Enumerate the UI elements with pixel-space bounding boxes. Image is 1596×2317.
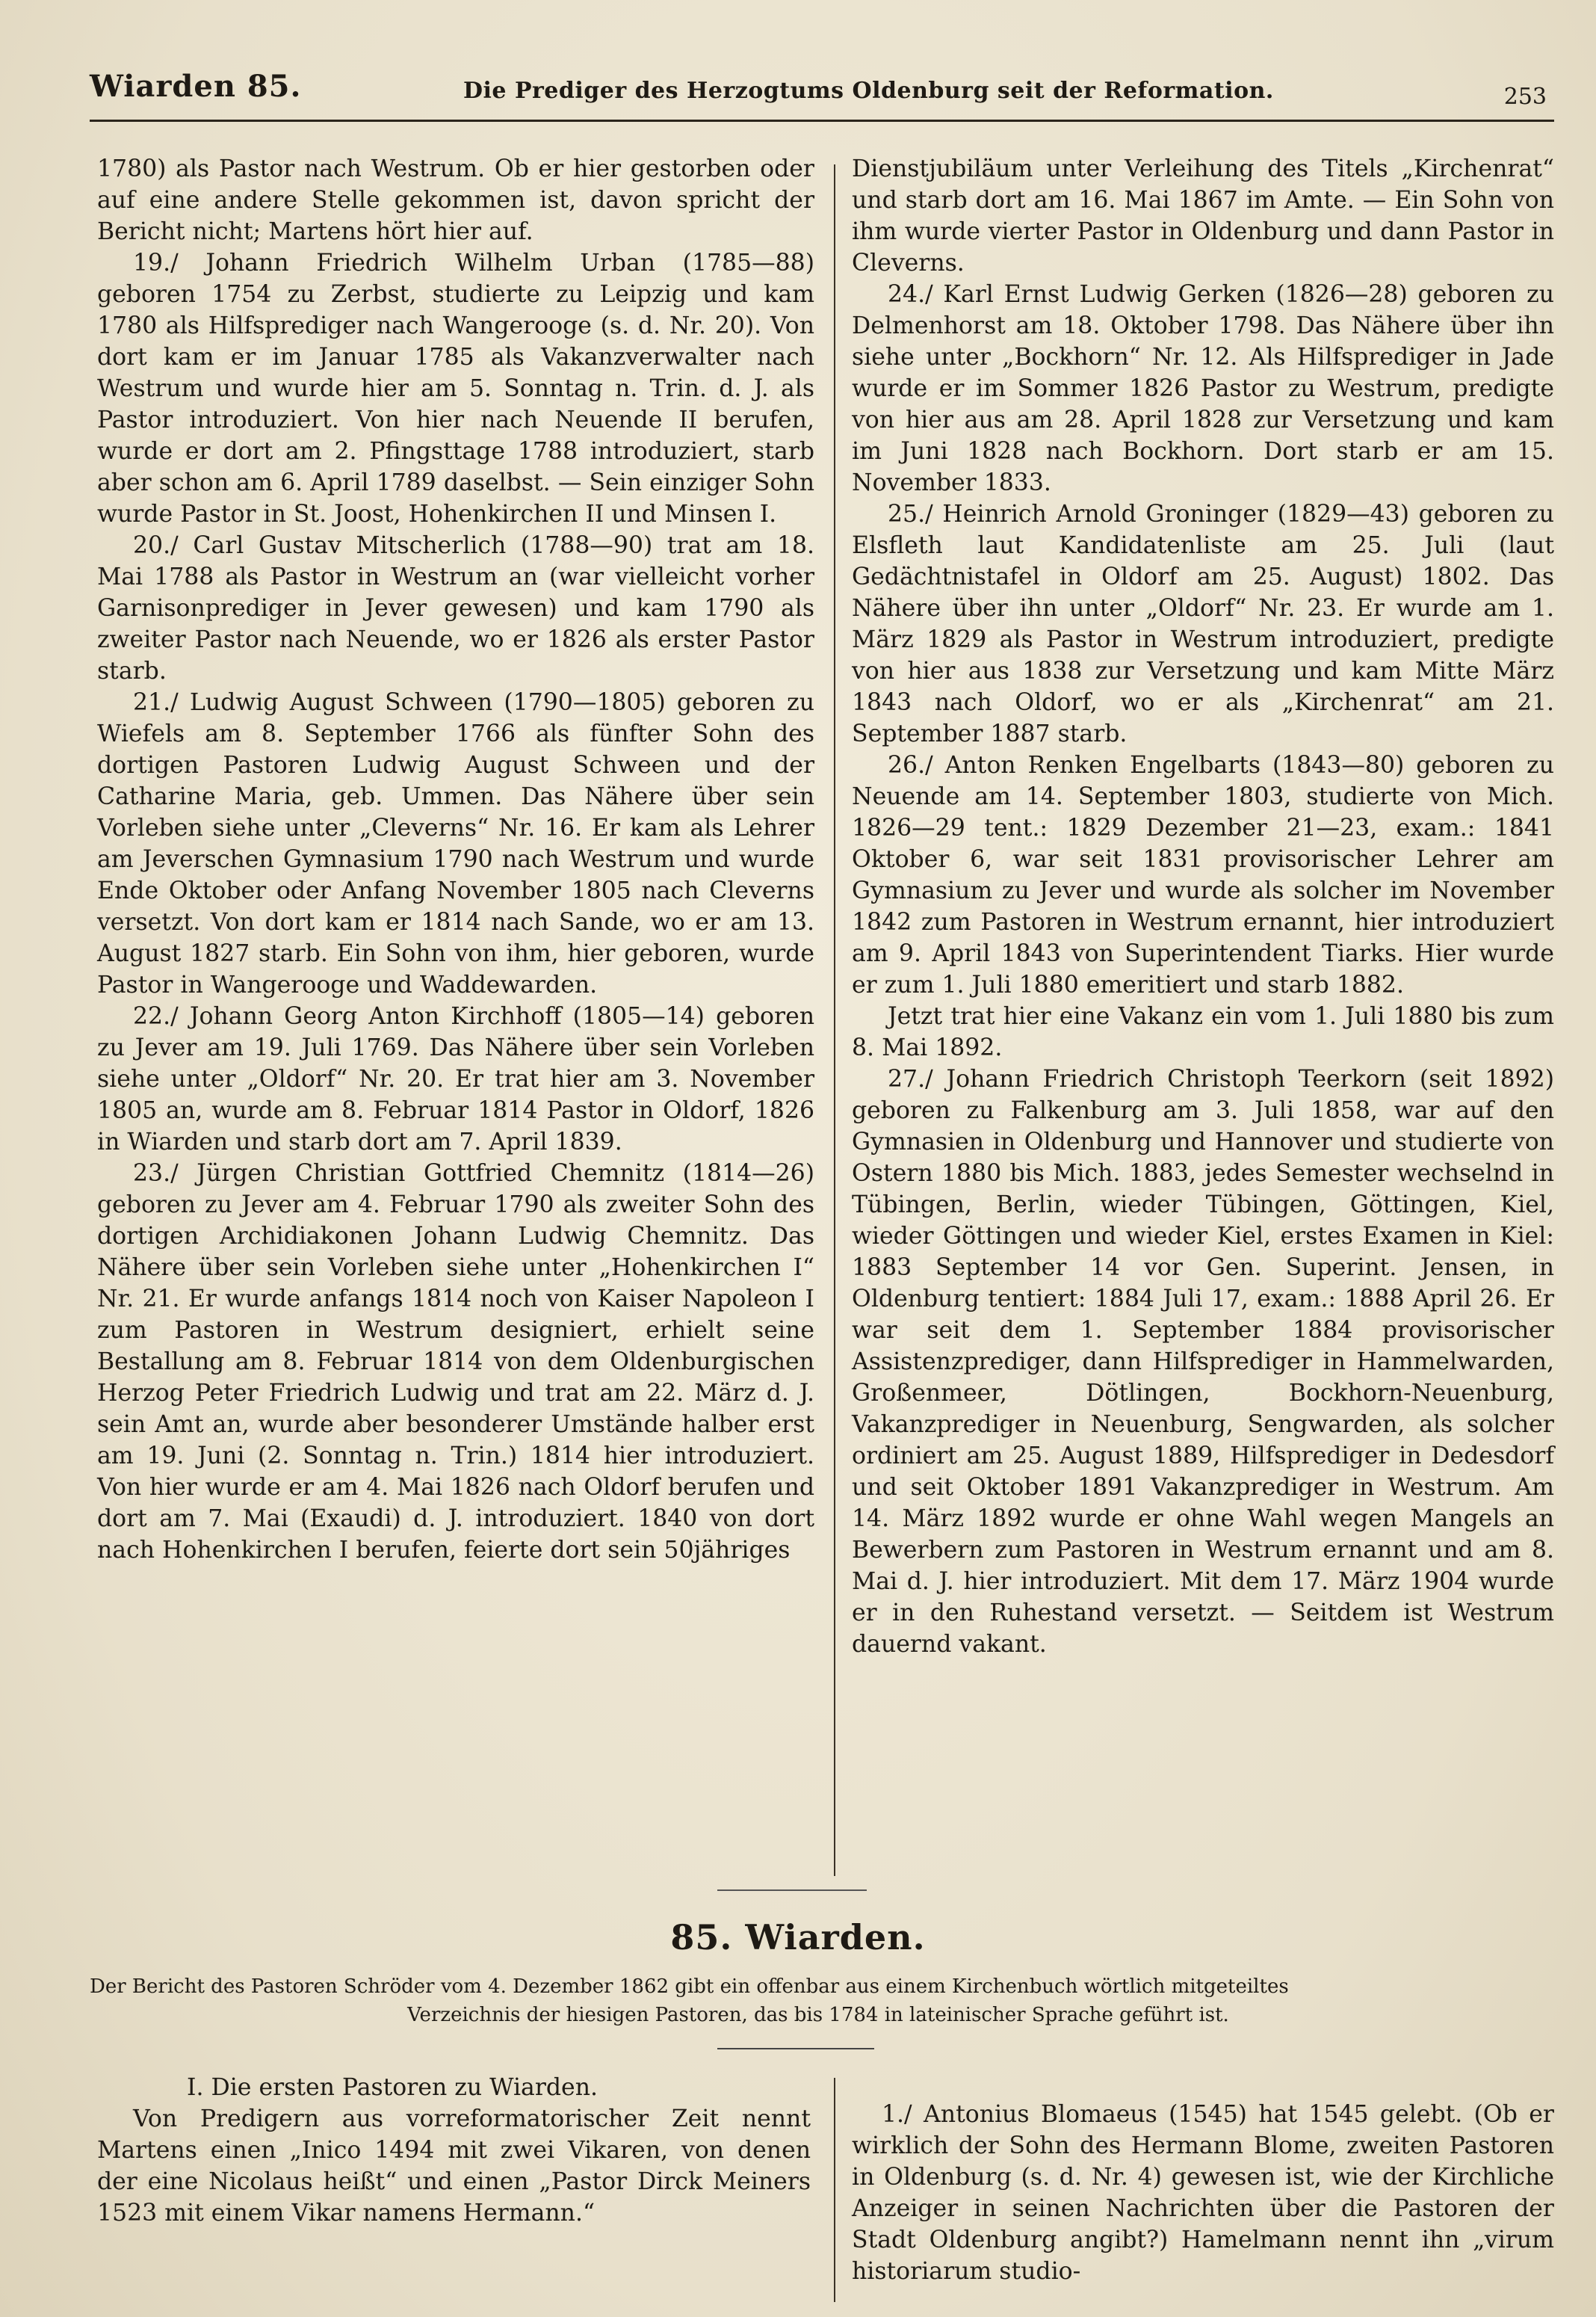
header-rule [90,120,1554,122]
paragraph: 21./ Ludwig August Schween (1790—1805) geboren zu Wiefels am 8. September 1766 als fünfter Sohn des dortigen Pastoren Ludwig August Schween und der Catharine Maria, geb. Ummen. Das Nähere über sein Vorleben siehe unter „Cleverns“ Nr. 16. Er kam als Lehrer am Jeverschen Gymnasium 1790 nach Westrum und wurde Ende Oktober oder Anfang November 1805 nach Cleverns versetzt. Von dort kam er 1814 nach Sande, wo er am 13. August 1827 starb. Ein Sohn von ihm, hier geboren, wurde Pastor in Wangerooge und Waddewarden. [97,689,814,999]
section-intro-line-1: Der Bericht des Pastoren Schröder vom 4. Dezember 1862 gibt ein offenbar aus einem Kirchenbuch wörtlich mitgeteiltes [90,1975,1289,1998]
section-intro-line-2: Verzeichnis der hiesigen Pastoren, das bis 1784 in lateinischer Sprache geführt ist. [407,2004,1229,2026]
paragraph: 27./ Johann Friedrich Christoph Teerkorn (seit 1892) geboren zu Falkenburg am 3. Juli 1858, war auf den Gymnasien in Oldenburg und Hannover und studierte von Ostern 1880 bis Mich. 1883, jedes Semester wechselnd in Tübingen, Berlin, wieder Tübingen, Göttingen, Kiel, wieder Göttingen und wieder Kiel, erstes Examen in Kiel: 1883 September 14 vor Gen. Superint. Jensen, in Oldenburg tentiert: 1884 Juli 17, exam.: 1888 April 26. Er war seit dem 1. September 1884 provisorischer Assistenzprediger, dann Hilfsprediger in Hammelwarden, Großenmeer, Dötlingen, Bockhorn-Neuenburg, Vakanzprediger in Neuenburg, Sengwarden, als solcher ordiniert am 25. August 1889, Hilfsprediger in Dedesdorf und seit Oktober 1891 Vakanzprediger in Westrum. Am 14. März 1892 wurde er ohne Wahl wegen Mangels an Bewerbern zum Pastoren in Westrum ernannt und am 8. Mai d. J. hier introduziert. Mit dem 17. März 1904 wurde er in den Ruhestand versetzt. — Seitdem ist Westrum dauernd vakant. [852,1066,1554,1658]
intro-rule [717,2048,874,2049]
paragraph: Von Predigern aus vorreformatorischer Zeit nennt Martens einen „Inico 1494 mit zwei Vikaren, von denen der eine Nicolaus heißt“ und einen „Pastor Dirck Meiners 1523 mit einem Vikar namens Hermann.“ [97,2105,811,2227]
paragraph: 23./ Jürgen Christian Gottfried Chemnitz (1814—26) geboren zu Jever am 4. Februar 1790 als zweiter Sohn des dortigen Archidiakonen Johann Ludwig Chemnitz. Das Nähere über sein Vorleben siehe unter „Hohenkirchen I“ Nr. 21. Er wurde anfangs 1814 noch von Kaiser Napoleon I zum Pastoren in Westrum designiert, erhielt seine Bestallung am 8. Februar 1814 von dem Oldenburgischen Herzog Peter Friedrich Ludwig und trat am 22. März d. J. sein Amt an, wurde aber besonderer Umstände halber erst am 19. Juni (2. Sonntag n. Trin.) 1814 hier introduziert. Von hier wurde er am 4. Mai 1826 nach Oldorf berufen und dort am 7. Mai (Exaudi) d. J. introduziert. 1840 von dort nach Hohenkirchen I berufen, feierte dort sein 50jähriges [97,1160,814,1564]
column-divider [834,2078,835,2302]
left-column [97,153,814,1566]
section-right-column [852,2099,1554,2287]
page-number: 253 [1503,84,1547,110]
subsection-heading: I. Die ersten Pastoren zu Wiarden. [187,2074,598,2101]
running-head-title: Die Prediger des Herzogtums Oldenburg seit der Reformation. [463,78,1274,104]
section-left-column [97,2072,811,2229]
paragraph: Jetzt trat hier eine Vakanz ein vom 1. Juli 1880 bis zum 8. Mai 1892. [852,1003,1554,1061]
paragraph: Dienstjubiläum unter Verleihung des Titels „Kirchenrat“ und starb dort am 16. Mai 1867 im Amte. — Ein Sohn von ihm wurde vierter Pastor in Oldenburg und dann Pastor in Cleverns. [852,155,1554,277]
column-divider [834,164,835,1876]
section-title: 85. Wiarden. [670,1917,926,1957]
right-column [852,153,1554,1660]
paragraph: 25./ Heinrich Arnold Groninger (1829—43) geboren zu Elsfleth laut Kandidatenliste am 25. Juli (laut Gedächtnistafel in Oldorf am 25. August) 1802. Das Nähere über ihn unter „Oldorf“ Nr. 23. Er wurde am 1. März 1829 als Pastor in Westrum introduziert, predigte von hier aus 1838 zur Versetzung und kam Mitte März 1843 nach Oldorf, wo er als „Kirchenrat“ am 21. September 1887 starb. [852,501,1554,747]
paragraph: 1780) als Pastor nach Westrum. Ob er hier gestorben oder auf eine andere Stelle gekommen ist, davon spricht der Bericht nicht; Martens hört hier auf. [97,155,814,245]
paragraph: 19./ Johann Friedrich Wilhelm Urban (1785—88) geboren 1754 zu Zerbst, studierte zu Leipzig und kam 1780 als Hilfsprediger nach Wangerooge (s. d. Nr. 20). Von dort kam er im Januar 1785 als Vakanzverwalter nach Westrum und wurde hier am 5. Sonntag n. Trin. d. J. als Pastor introduziert. Von hier nach Neuende II berufen, wurde er dort am 2. Pfingsttage 1788 introduziert, starb aber schon am 6. April 1789 daselbst. — Sein einziger Sohn wurde Pastor in St. Joost, Hohenkirchen II und Minsen I. [97,250,814,528]
page-header [90,69,1554,114]
paragraph: 20./ Carl Gustav Mitscherlich (1788—90) trat am 18. Mai 1788 als Pastor in Westrum an (war vielleicht vorher Garnisonprediger in Jever gewesen) und kam 1790 als zweiter Pastor nach Neuende, wo er 1826 als erster Pastor starb. [97,532,814,685]
paragraph: 24./ Karl Ernst Ludwig Gerken (1826—28) geboren zu Delmenhorst am 18. Oktober 1798. Das Nähere über ihn siehe unter „Bockhorn“ Nr. 12. Als Hilfsprediger in Jade wurde er im Sommer 1826 Pastor zu Westrum, predigte von hier aus am 28. April 1828 zur Versetzung und kam im Juni 1828 nach Bockhorn. Dort starb er am 15. November 1833. [852,281,1554,496]
paragraph: 26./ Anton Renken Engelbarts (1843—80) geboren zu Neuende am 14. September 1803, studierte von Mich. 1826—29 tent.: 1829 Dezember 21—23, exam.: 1841 Oktober 6, war seit 1831 provisorischer Lehrer am Gymnasium zu Jever und wurde als solcher im November 1842 zum Pastoren in Westrum ernannt, hier introduziert am 9. April 1843 von Superintendent Tiarks. Hier wurde er zum 1. Juli 1880 emeritiert und starb 1882. [852,752,1554,999]
running-head-left: Wiarden 85. [90,69,302,104]
section-separator [717,1889,867,1891]
paragraph: 1./ Antonius Blomaeus (1545) hat 1545 gelebt. (Ob er wirklich der Sohn des Hermann Blome, zweiten Pastoren in Oldenburg (s. d. Nr. 4) gewesen ist, wie der Kirchliche Anzeiger in seinen Nachrichten über die Pastoren der Stadt Oldenburg angibt?) Hamelmann nennt ihn „virum historiarum studio- [852,2101,1554,2285]
paragraph: 22./ Johann Georg Anton Kirchhoff (1805—14) geboren zu Jever am 19. Juli 1769. Das Nähere über sein Vorleben siehe unter „Oldorf“ Nr. 20. Er trat hier am 3. November 1805 an, wurde am 8. Februar 1814 Pastor in Oldorf, 1826 in Wiarden und starb dort am 7. April 1839. [97,1003,814,1156]
